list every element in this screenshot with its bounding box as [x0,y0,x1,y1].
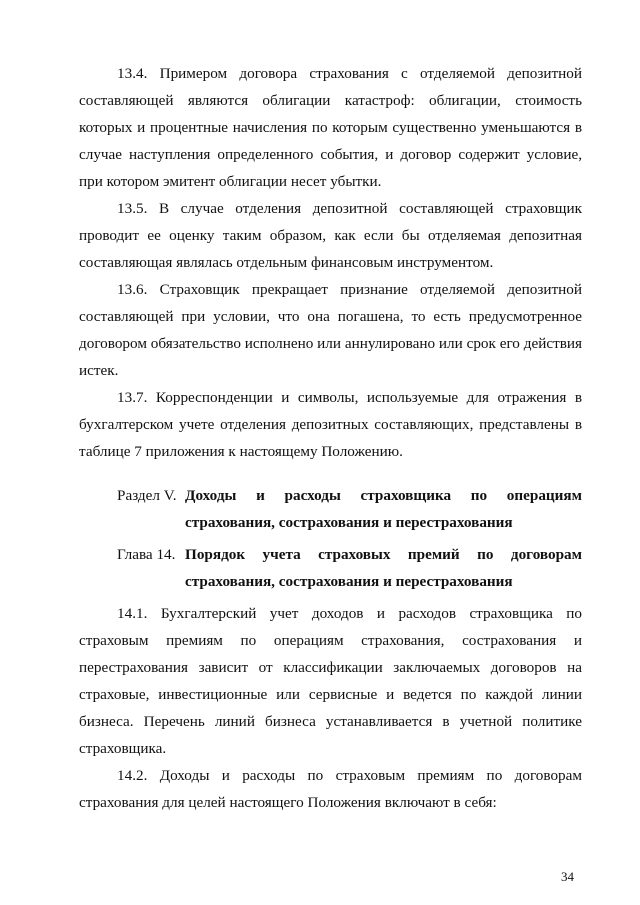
paragraph-line: при котором эмитент облигации несет убытки. [79,173,382,190]
chapter-title-line: страхования, сострахования и перестрахования [185,573,513,590]
paragraph-line: составляющей являются облигации катастроф: облигации, стоимость [79,92,582,109]
paragraph-line: случае наступления определенного события, и договор содержит условие, [79,146,582,163]
paragraph-line: страховщика. [79,740,167,757]
paragraph-line: 14.2. Доходы и расходы по страховым премиям по договорам [117,767,582,784]
paragraph-line: проводит ее оценку таким образом, как если бы отделяемая депозитная [79,227,582,244]
paragraph-line: которых и процентные начисления по которым существенно уменьшаются в [79,119,582,136]
paragraph-line: составляющая являлась отдельным финансовым инструментом. [79,254,494,271]
page-number: 34 [561,869,574,884]
paragraph-line: истек. [79,362,119,379]
paragraph-line: 13.7. Корреспонденции и символы, используемые для отражения в [117,389,582,406]
paragraph-line: страхования для целей настоящего Положения включают в себя: [79,794,497,811]
section-title-line: Доходы и расходы страховщика по операциям [185,487,582,504]
paragraph-line: страховым премиям по операциям страхования, сострахования и [79,632,582,649]
chapter-label: Глава 14. [117,546,176,563]
section-label: Раздел V. [117,487,177,504]
paragraph-line: 14.1. Бухгалтерский учет доходов и расходов страховщика по [117,605,582,622]
paragraph-line: договором обязательство исполнено или аннулировано или срок его действия [79,335,582,352]
paragraph-line: бухгалтерском учете отделения депозитных составляющих, представлены в [79,416,582,433]
paragraph-line: составляющей при условии, что она погашена, то есть предусмотренное [79,308,582,325]
paragraph-line: таблице 7 приложения к настоящему Положению. [79,443,403,460]
paragraph-line: 13.6. Страховщик прекращает признание отделяемой депозитной [117,281,582,298]
paragraph-line: бизнеса. Перечень линий бизнеса устанавливается в учетной политике [79,713,582,730]
chapter-title-line: Порядок учета страховых премий по договорам [185,546,582,563]
paragraph-line: 13.4. Примером договора страхования с отделяемой депозитной [117,65,582,82]
paragraph-line: страховые, инвестиционные или сервисные и ведется по каждой линии [79,686,582,703]
section-title-line: страхования, сострахования и перестрахования [185,514,513,531]
paragraph-line: 13.5. В случае отделения депозитной составляющей страховщик [117,200,582,217]
paragraph-line: перестрахования зависит от классификации заключаемых договоров на [79,659,582,676]
